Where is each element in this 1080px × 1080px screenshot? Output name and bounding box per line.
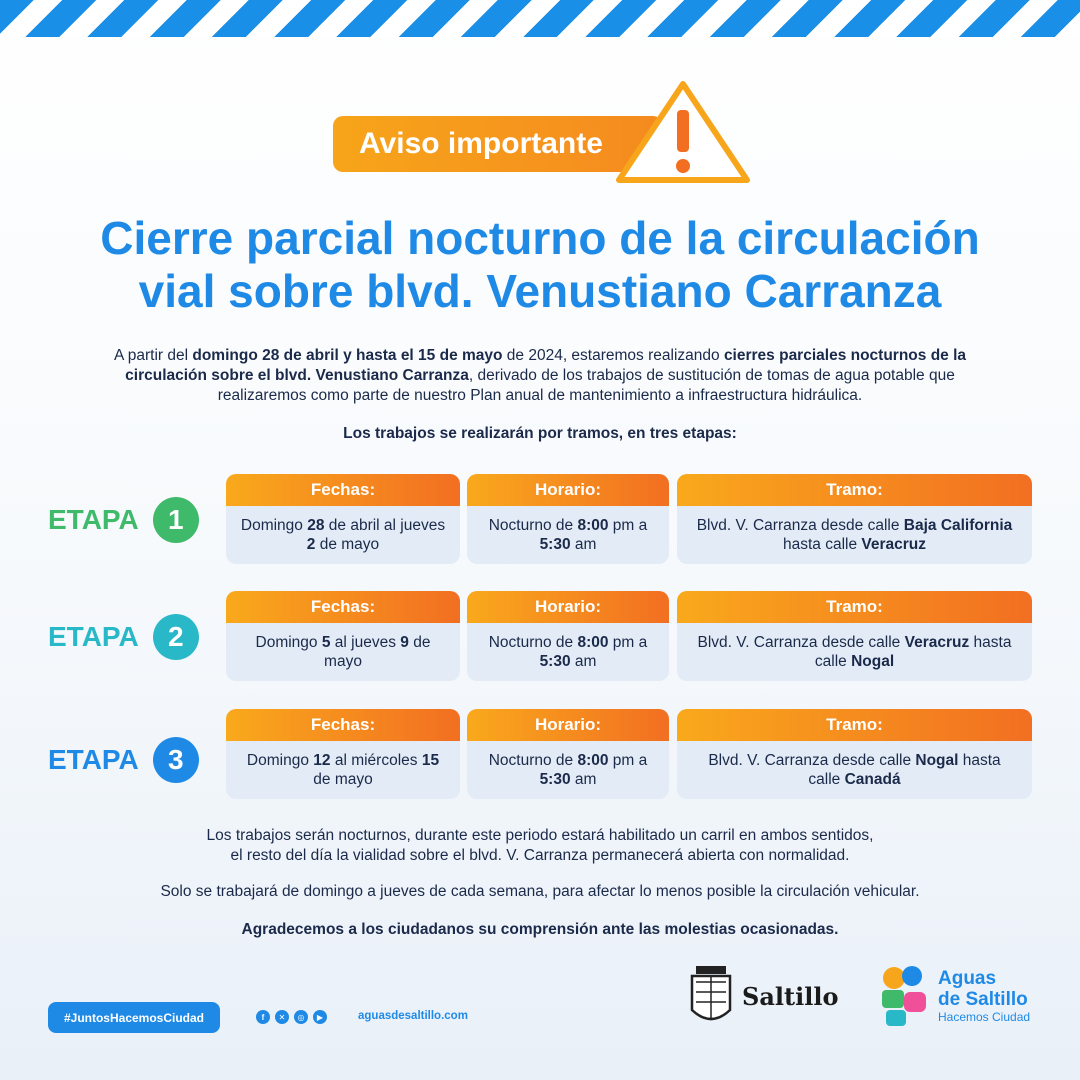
- intro-paragraph: A partir del domingo 28 de abril y hasta el 15 de mayo de 2024, estaremos realizando cierres parciales nocturnos de la circulación sobre el blvd. Venustiano Carranza, derivado de los trabajos de sustitución de tomas de agua potable que realizaremos como parte de nuestro Plan anual de mantenimiento a infraestructura hidráulica.: [113, 347, 967, 404]
- stage-2-label: ETAPA 2: [48, 614, 208, 660]
- stage-2-number: 2: [153, 614, 199, 660]
- social-icons: [256, 1010, 327, 1024]
- stage-3-horario: Horario: Nocturno de 8:00 pm a 5:30 am: [467, 709, 669, 799]
- stage-2-fechas: Fechas: Domingo 5 al jueves 9 de mayo: [226, 591, 460, 681]
- instagram-icon[interactable]: ◎: [294, 1010, 308, 1024]
- notice-badge: [333, 80, 753, 185]
- top-stripe: [0, 0, 1080, 37]
- stage-3-label: ETAPA 3: [48, 737, 208, 783]
- stages-subheading: Los trabajos se realizarán por tramos, en tres etapas:: [343, 425, 737, 442]
- notice-badge-label: Aviso importante: [333, 116, 663, 172]
- stage-1-fechas: Fechas: Domingo 28 de abril al jueves 2 de mayo: [226, 474, 460, 564]
- page-title: Cierre parcial nocturno de la circulación vial sobre blvd. Venustiano Carranza: [100, 212, 980, 317]
- warning-icon: [615, 80, 751, 184]
- footer-note-1: Los trabajos serán nocturnos, durante este periodo estará habilitado un carril en ambos sentidos, el resto del día la vialidad sobre el blvd. V. Carranza permanecerá abierta con normalidad.: [206, 827, 874, 864]
- saltillo-logo: Saltillo: [686, 962, 838, 1030]
- stage-2-horario: Horario: Nocturno de 8:00 pm a 5:30 am: [467, 591, 669, 681]
- stage-3-tramo: Tramo: Blvd. V. Carranza desde calle Nogal hasta calle Canadá: [677, 709, 1032, 799]
- saltillo-crest-icon: [686, 962, 736, 1030]
- hashtag-badge: #JuntosHacemosCiudad: [48, 1002, 220, 1033]
- stage-1-number: 1: [153, 497, 199, 543]
- stage-3-fechas: Fechas: Domingo 12 al miércoles 15 de mayo: [226, 709, 460, 799]
- footer-thanks: Agradecemos a los ciudadanos su comprensión ante las molestias ocasionadas.: [241, 921, 839, 938]
- stage-3-number: 3: [153, 737, 199, 783]
- aguas-mark-icon: [878, 962, 930, 1030]
- stage-1-horario: Horario: Nocturno de 8:00 pm a 5:30 am: [467, 474, 669, 564]
- footer-note-2: Solo se trabajará de domingo a jueves de cada semana, para afectar lo menos posible la circulación vehicular.: [160, 883, 920, 900]
- stage-2-tramo: Tramo: Blvd. V. Carranza desde calle Veracruz hasta calle Nogal: [677, 591, 1032, 681]
- youtube-icon[interactable]: ▶: [313, 1010, 327, 1024]
- stage-1-tramo: Tramo: Blvd. V. Carranza desde calle Baja California hasta calle Veracruz: [677, 474, 1032, 564]
- stage-1-label: ETAPA 1: [48, 497, 208, 543]
- x-icon[interactable]: ✕: [275, 1010, 289, 1024]
- website-link[interactable]: aguasdesaltillo.com: [358, 1010, 468, 1022]
- aguas-de-saltillo-logo: Aguas de Saltillo Hacemos Ciudad: [878, 962, 1030, 1030]
- facebook-icon[interactable]: f: [256, 1010, 270, 1024]
